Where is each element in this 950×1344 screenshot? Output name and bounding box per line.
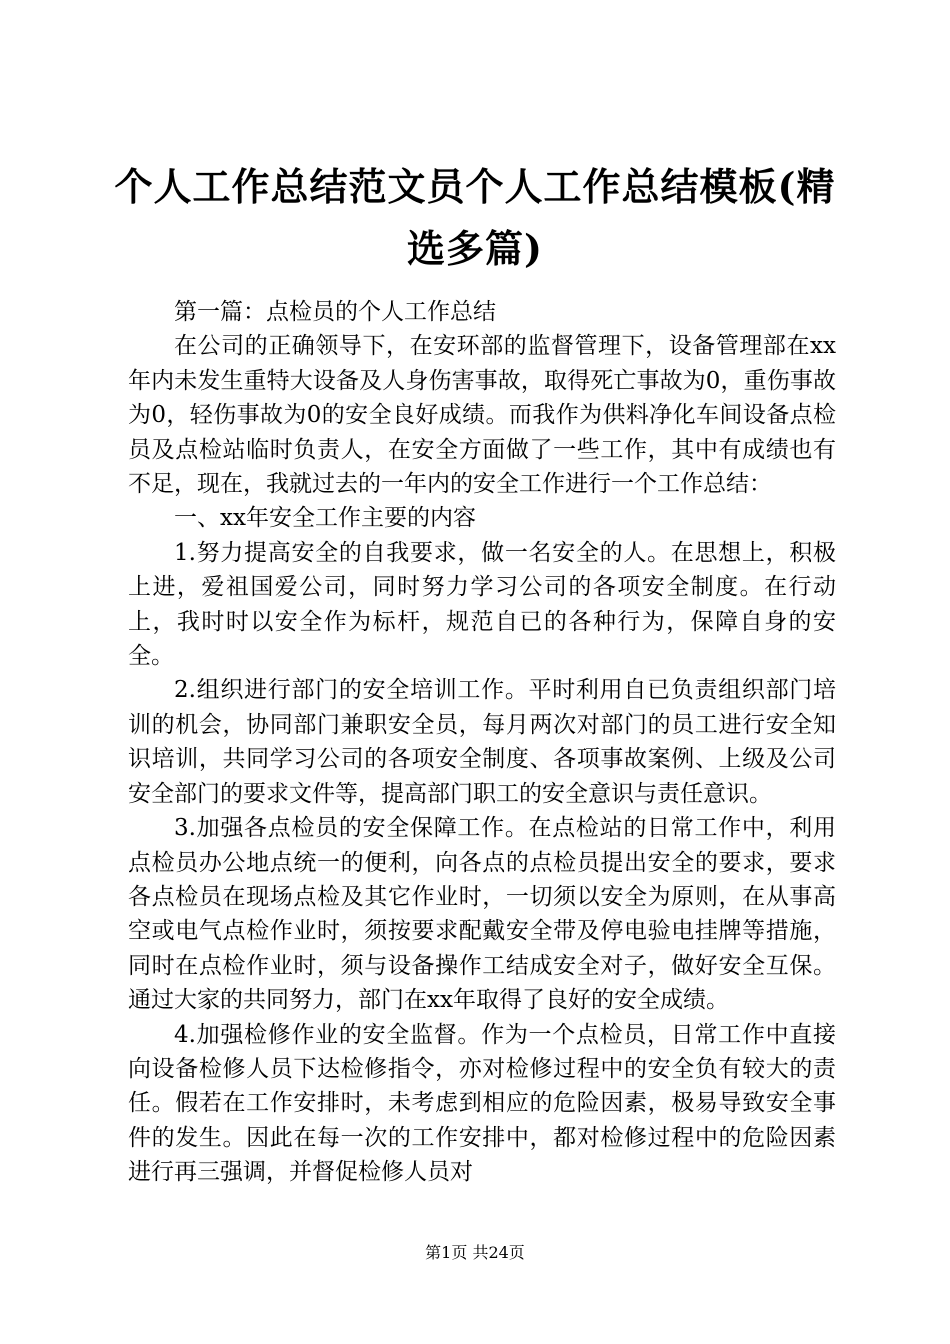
page-footer: 第1页 共24页	[425, 1243, 525, 1262]
document-body	[128, 295, 836, 1190]
document-title: 个人工作总结范文员个人工作总结模板(精选多篇)	[114, 164, 836, 271]
paragraph: 4.加强检修作业的安全监督。作为一个点检员，日常工作中直接向设备检修人员下达检修指令，亦对检修过程中的安全负有较大的责任。假若在工作安排时，未考虑到相应的危险因素，极易导致安全事件的发生。因此在每一次的工作安排中，都对检修过程中的危险因素进行再三强调，并督促检修人员对	[128, 1021, 836, 1186]
paragraph: 1.努力提高安全的自我要求，做一名安全的人。在思想上，积极上进，爱祖国爱公司，同时努力学习公司的各项安全制度。在行动上，我时时以安全作为标杆，规范自已的各种行为，保障自身的安全。	[128, 539, 836, 670]
paragraph: 3.加强各点检员的安全保障工作。在点检站的日常工作中，利用点检员办公地点统一的便利，向各点的点检员提出安全的要求，要求各点检员在现场点检及其它作业时，一切须以安全为原则，在从事高空或电气点检作业时，须按要求配戴安全带及停电验电挂牌等措施，同时在点检作业时，须与设备操作工结成安全对子，做好安全互保。通过大家的共同努力，部门在xx年取得了良好的安全成绩。	[128, 815, 836, 1014]
subsection-heading: 一、xx年安全工作主要的内容	[174, 505, 476, 532]
paragraph: 在公司的正确领导下，在安环部的监督管理下，设备管理部在xx年内未发生重特大设备及人身伤害事故，取得死亡事故为0，重伤事故为0，轻伤事故为0的安全良好成绩。而我作为供料净化车间设备点检员及点检站临时负责人，在安全方面做了一些工作，其中有成绩也有不足，现在，我就过去的一年内的安全工作进行一个工作总结：	[128, 333, 836, 498]
section-heading: 第一篇：点检员的个人工作总结	[174, 299, 496, 325]
paragraph: 2.组织进行部门的安全培训工作。平时利用自已负责组织部门培训的机会，协同部门兼职安全员，每月两次对部门的员工进行安全知识培训，共同学习公司的各项安全制度、各项事故案例、上级及公司安全部门的要求文件等，提高部门职工的安全意识与责任意识。	[128, 677, 836, 807]
